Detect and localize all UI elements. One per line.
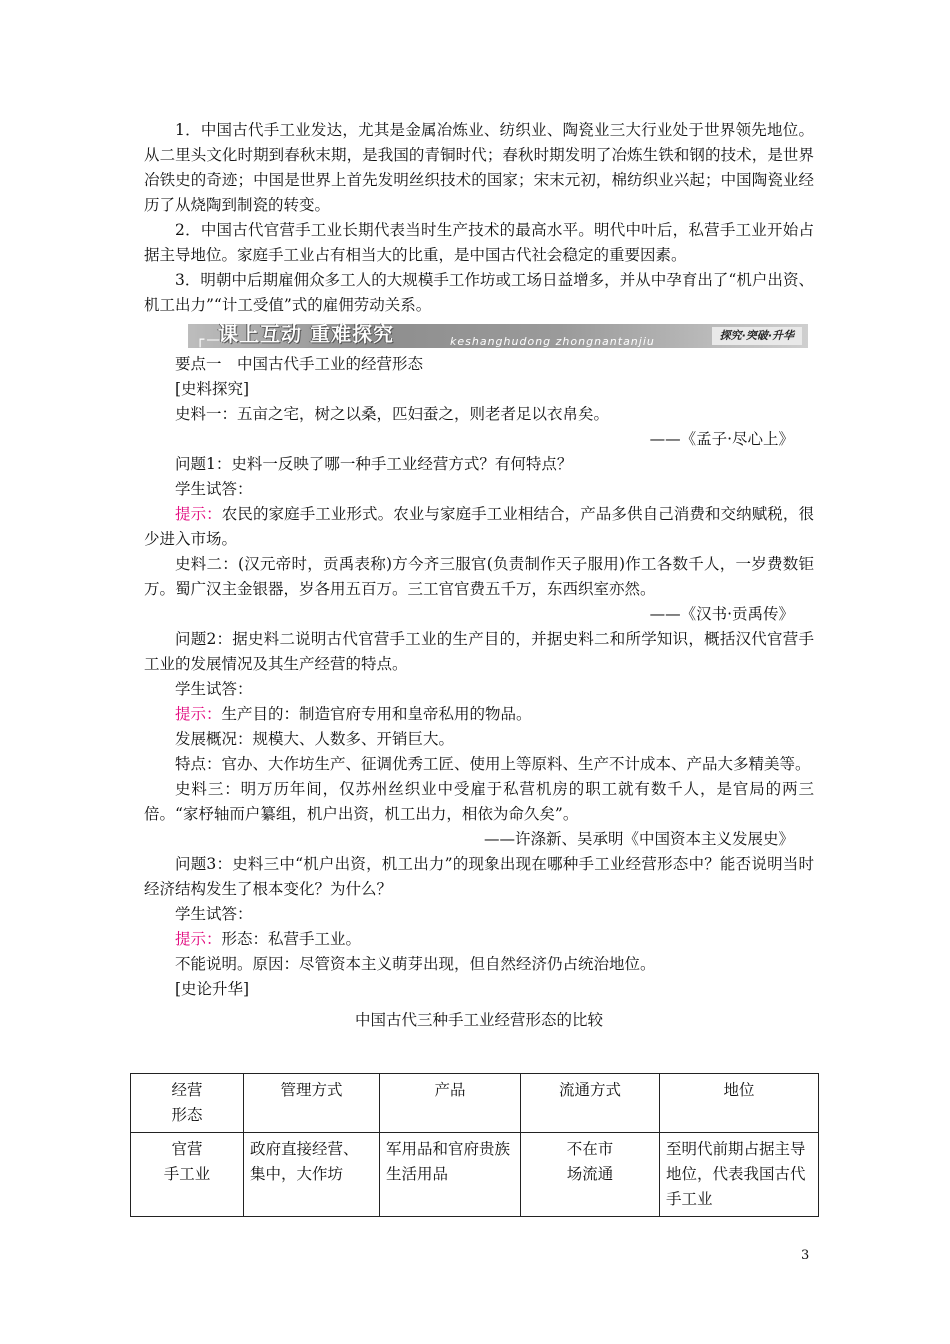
table-cell: 政府直接经营、集中，大作坊 bbox=[244, 1133, 380, 1217]
student-try-2: 学生试答： bbox=[175, 680, 253, 698]
material-1-source: ——《孟子·尽心上》 bbox=[649, 430, 794, 448]
table-header-cell: 管理方式 bbox=[244, 1074, 380, 1133]
student-try-3: 学生试答： bbox=[175, 905, 253, 923]
hint-label: 提示： bbox=[175, 705, 222, 723]
answer-3a: 提示：形态：私营手工业。 bbox=[175, 930, 362, 948]
banner-title: 课上互动 重难探究 bbox=[218, 322, 394, 346]
banner-pinyin: keshanghudong zhongnantanjiu bbox=[450, 335, 655, 348]
table-header-cell: 经营 形态 bbox=[131, 1074, 244, 1133]
intro-paragraph-3: 3．明朝中后期雇佣众多工人的大规模手工作坊或工场日益增多，并从中孕育出了“机户出资、机工出力”“计工受值”式的雇佣劳动关系。 bbox=[144, 271, 814, 314]
table-row bbox=[131, 1133, 819, 1217]
table-cell: 不在市 场流通 bbox=[521, 1133, 660, 1217]
page-number: 3 bbox=[801, 1248, 810, 1263]
material-1: 史料一：五亩之宅，树之以桑，匹妇蚕之，则老者足以衣帛矣。 bbox=[175, 405, 610, 423]
table-cell: 官营 手工业 bbox=[131, 1133, 244, 1217]
table-cell: 军用品和官府贵族生活用品 bbox=[380, 1133, 521, 1217]
table-header-cell: 产品 bbox=[380, 1074, 521, 1133]
student-try-1: 学生试答： bbox=[175, 480, 253, 498]
table-title: 中国古代三种手工业经营形态的比较 bbox=[354, 1011, 603, 1029]
comparison-table bbox=[130, 1073, 819, 1217]
answer-2c: 特点：官办、大作坊生产、征调优秀工匠、使用上等原料、生产不计成本、产品大多精美等。 bbox=[175, 755, 811, 773]
material-3: 史料三：明万历年间，仅苏州丝织业中受雇于私营机房的职工就有数千人，是官局的两三倍。“家杼轴而户纂组，机户出资，机工出力，相依为命久矣”。 bbox=[144, 780, 814, 823]
table-header-row bbox=[131, 1074, 819, 1133]
document-body bbox=[144, 118, 814, 1217]
intro-paragraph-2: 2．中国古代官营手工业长期代表当时生产技术的最高水平。明代中叶后，私营手工业开始占据主导地位。家庭手工业占有相当大的比重，是中国古代社会稳定的重要因素。 bbox=[144, 221, 814, 264]
subsection-label: [史料探究] bbox=[175, 380, 250, 398]
answer-1: 提示：农民的家庭手工业形式。农业与家庭手工业相结合，产品多供自己消费和交纳赋税，很少进入市场。 bbox=[144, 505, 814, 548]
hint-label: 提示： bbox=[175, 505, 222, 523]
question-2: 问题2：据史料二说明古代官营手工业的生产目的，并据史料二和所学知识，概括汉代官营手工业的发展情况及其生产经营的特点。 bbox=[144, 630, 814, 673]
table-cell: 至明代前期占据主导地位，代表我国古代手工业 bbox=[660, 1133, 819, 1217]
key-point-heading: 要点一 中国古代手工业的经营形态 bbox=[175, 355, 424, 373]
answer-2b: 发展概况：规模大、人数多、开销巨大。 bbox=[175, 730, 455, 748]
question-1: 问题1：史料一反映了哪一种手工业经营方式？有何特点？ bbox=[175, 455, 573, 473]
hint-label: 提示： bbox=[175, 930, 222, 948]
table-header-cell: 地位 bbox=[660, 1074, 819, 1133]
banner-dash: ┌— bbox=[196, 332, 223, 348]
intro-paragraph-1: 1．中国古代手工业发达，尤其是金属冶炼业、纺织业、陶瓷业三大行业处于世界领先地位。从二里头文化时期到春秋末期，是我国的青铜时代；春秋时期发明了冶炼生铁和钢的技术，是世界冶铁史的奇迹；中国是世界上首先发明丝织技术的国家；宋末元初，棉纺织业兴起；中国陶瓷业经历了从烧陶到制瓷的转变。 bbox=[144, 121, 814, 214]
subsection-label-2: [史论升华] bbox=[175, 980, 250, 998]
material-2-source: ——《汉书·贡禹传》 bbox=[649, 605, 794, 623]
banner-tag: 探究·突破·升华 bbox=[712, 327, 802, 345]
question-3: 问题3：史料三中“机户出资，机工出力”的现象出现在哪种手工业经营形态中？能否说明当时经济结构发生了根本变化？为什么？ bbox=[144, 855, 814, 898]
section-banner bbox=[188, 324, 808, 348]
material-3-source: ——许涤新、吴承明《中国资本主义发展史》 bbox=[483, 830, 794, 848]
material-2: 史料二：(汉元帝时，贡禹表称)方今齐三服官(负责制作天子服用)作工各数千人，一岁费数钜万。蜀广汉主金银器，岁各用五百万。三工官官费五千万，东西织室亦然。 bbox=[144, 555, 814, 598]
table-header-cell: 流通方式 bbox=[521, 1074, 660, 1133]
answer-2a: 提示：生产目的：制造官府专用和皇帝私用的物品。 bbox=[175, 705, 532, 723]
answer-3b: 不能说明。原因：尽管资本主义萌芽出现，但自然经济仍占统治地位。 bbox=[175, 955, 656, 973]
